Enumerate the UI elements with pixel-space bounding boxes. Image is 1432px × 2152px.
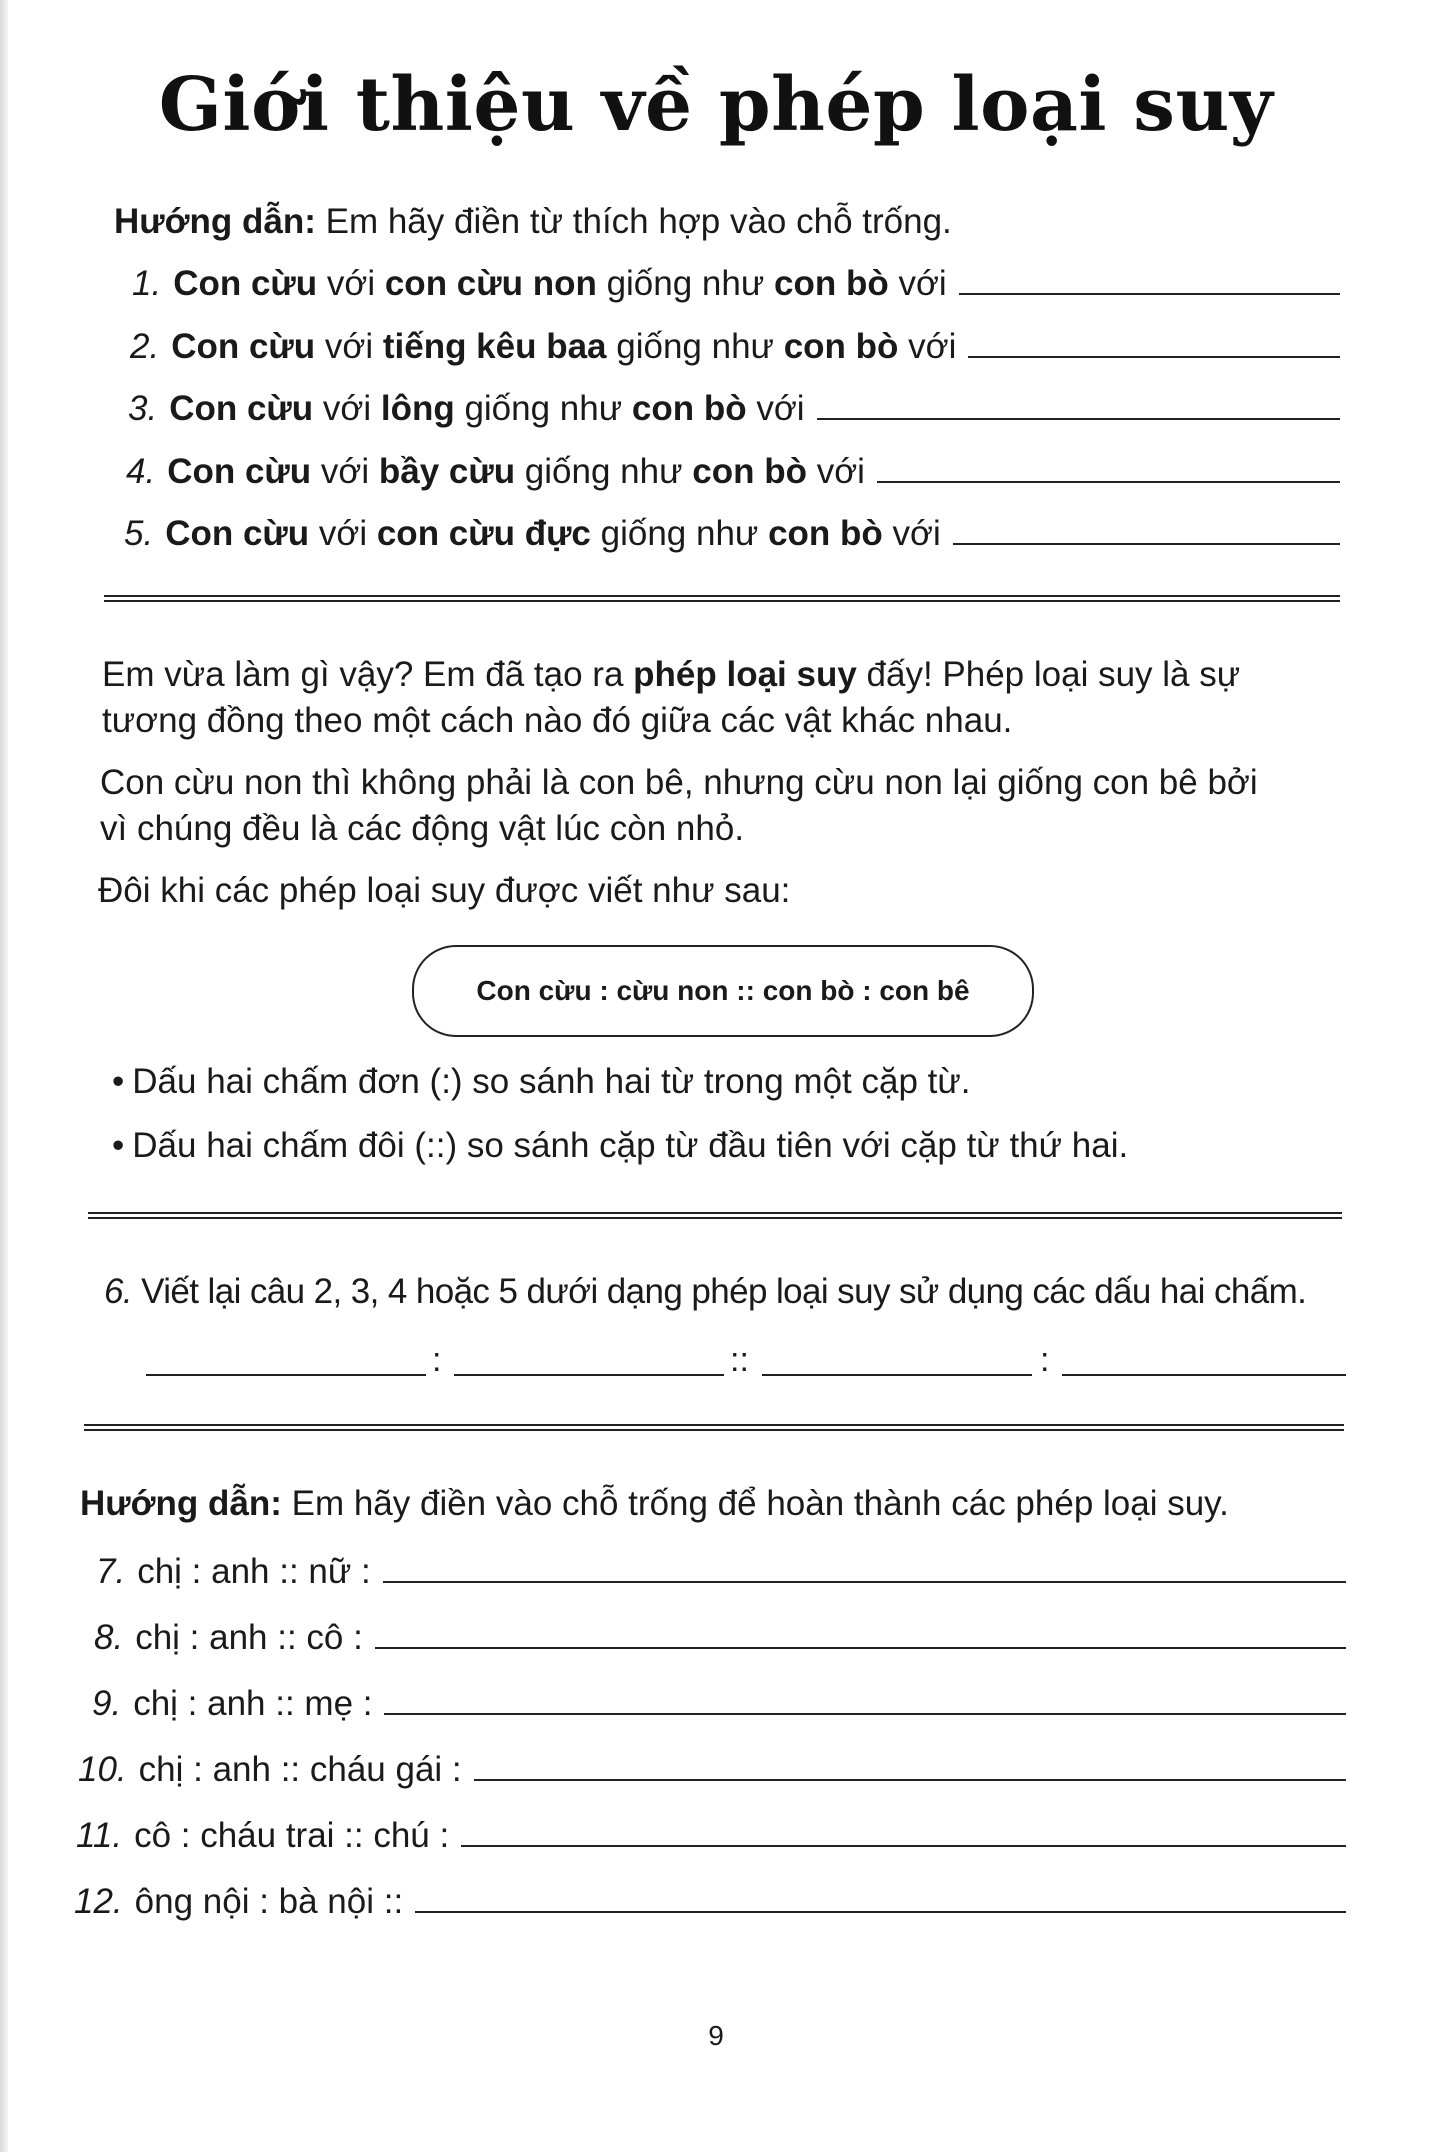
explanation-paragraph-2 bbox=[100, 760, 1345, 852]
question-9 bbox=[92, 1682, 1346, 1726]
term-b: tiếng kêu baa bbox=[382, 327, 607, 366]
answer-blank-9[interactable] bbox=[384, 1683, 1346, 1715]
single-colon: : bbox=[1040, 1341, 1050, 1379]
instruction-label: Hướng dẫn: bbox=[80, 1484, 282, 1523]
connector: với bbox=[806, 452, 865, 491]
question-number: 7. bbox=[96, 1552, 126, 1591]
question-number: 4. bbox=[126, 452, 156, 491]
answer-blank-10[interactable] bbox=[474, 1749, 1346, 1781]
term-a: Con cừu bbox=[165, 514, 310, 553]
question-6 bbox=[104, 1270, 1306, 1314]
question-number: 9. bbox=[92, 1684, 122, 1723]
answer-blank-4[interactable] bbox=[877, 451, 1340, 483]
page-number: 9 bbox=[708, 2020, 724, 2051]
analogy-prompt: chị : anh :: mẹ : bbox=[133, 1684, 373, 1723]
connector: giống như bbox=[606, 327, 784, 366]
bullet-dot: • bbox=[112, 1126, 125, 1165]
analogy-prompt: chị : anh :: cháu gái : bbox=[138, 1750, 462, 1789]
connector: giống như bbox=[454, 389, 632, 428]
text: tương đồng theo một cách nào đó giữa các vật khác nhau. bbox=[102, 701, 1013, 740]
section-divider bbox=[84, 1424, 1344, 1431]
term-a: Con cừu bbox=[169, 389, 314, 428]
question-8 bbox=[94, 1616, 1346, 1660]
connector: với bbox=[746, 389, 805, 428]
question-number: 11. bbox=[76, 1816, 123, 1855]
term-a: Con cừu bbox=[173, 264, 318, 303]
answer-blank-6c[interactable] bbox=[762, 1374, 1032, 1376]
question-number: 1. bbox=[132, 264, 162, 303]
answer-blank-12[interactable] bbox=[415, 1881, 1346, 1913]
question-number: 8. bbox=[94, 1618, 124, 1657]
question-number: 10. bbox=[78, 1750, 127, 1789]
answer-blank-6d[interactable] bbox=[1062, 1374, 1346, 1376]
term-a: Con cừu bbox=[167, 452, 312, 491]
question-number: 3. bbox=[128, 389, 158, 428]
instruction-label: Hướng dẫn: bbox=[114, 202, 316, 241]
instruction-1 bbox=[114, 200, 952, 244]
key-term: phép loại suy bbox=[633, 655, 857, 694]
bullet-dot: • bbox=[112, 1062, 125, 1101]
question-text: Viết lại câu 2, 3, 4 hoặc 5 dưới dạng phép loại suy sử dụng các dấu hai chấm. bbox=[132, 1272, 1307, 1311]
term-c: con bò bbox=[783, 327, 899, 366]
question-1 bbox=[132, 262, 1340, 306]
question-12 bbox=[74, 1880, 1346, 1924]
analogy-prompt: chị : anh :: nữ : bbox=[137, 1552, 371, 1591]
answer-blank-3[interactable] bbox=[817, 388, 1340, 420]
question-3 bbox=[128, 387, 1340, 431]
answer-blank-1[interactable] bbox=[959, 263, 1340, 295]
answer-blank-6b[interactable] bbox=[454, 1374, 724, 1376]
question-number: 12. bbox=[74, 1882, 123, 1921]
question-5 bbox=[124, 512, 1340, 556]
section-divider bbox=[104, 595, 1340, 602]
term-c: con bò bbox=[631, 389, 747, 428]
question-7 bbox=[96, 1550, 1346, 1594]
connector: với bbox=[315, 327, 383, 366]
question-11 bbox=[76, 1814, 1346, 1858]
section-divider bbox=[88, 1212, 1342, 1219]
example-analogy-box: Con cừu : cừu non :: con bò : con bê bbox=[412, 945, 1034, 1037]
single-colon: : bbox=[432, 1341, 442, 1379]
question-number: 5. bbox=[124, 514, 154, 553]
answer-blank-5[interactable] bbox=[953, 513, 1340, 545]
connector: với bbox=[882, 514, 941, 553]
instruction-text: Em hãy điền từ thích hợp vào chỗ trống. bbox=[315, 202, 952, 241]
answer-blank-11[interactable] bbox=[461, 1815, 1346, 1847]
text: đấy! Phép loại suy là sự bbox=[856, 655, 1241, 694]
instruction-2 bbox=[80, 1482, 1229, 1526]
connector: với bbox=[888, 264, 947, 303]
connector: giống như bbox=[596, 264, 775, 303]
bullet-text: Dấu hai chấm đôi (::) so sánh cặp từ đầu tiên với cặp từ thứ hai. bbox=[132, 1126, 1129, 1165]
question-number: 2. bbox=[130, 327, 160, 366]
text: Con cừu non thì không phải là con bê, nhưng cừu non lại giống con bê bởi bbox=[100, 763, 1258, 802]
answer-blank-8[interactable] bbox=[375, 1617, 1346, 1649]
connector: với bbox=[309, 514, 377, 553]
analogy-prompt: cô : cháu trai :: chú : bbox=[134, 1816, 450, 1855]
term-b: lông bbox=[380, 389, 455, 428]
question-2 bbox=[130, 325, 1340, 369]
bullet-item-1 bbox=[112, 1060, 971, 1104]
term-b: con cừu non bbox=[384, 264, 597, 303]
double-colon: :: bbox=[730, 1341, 749, 1379]
connector: giống như bbox=[515, 452, 693, 491]
analogy-answer-row bbox=[146, 1340, 1346, 1380]
instruction-text: Em hãy điền vào chỗ trống để hoàn thành các phép loại suy. bbox=[281, 1484, 1229, 1523]
term-b: bầy cừu bbox=[378, 452, 516, 491]
connector: với bbox=[317, 264, 385, 303]
page-spine-shadow bbox=[0, 0, 8, 2152]
question-10 bbox=[78, 1748, 1346, 1792]
explanation-paragraph-1 bbox=[102, 652, 1342, 744]
term-c: con bò bbox=[774, 264, 889, 303]
page-title: Giới thiệu về phép loại suy bbox=[158, 62, 1274, 148]
question-number: 6. bbox=[104, 1272, 132, 1311]
analogy-prompt: ông nội : bà nội :: bbox=[134, 1882, 404, 1921]
term-a: Con cừu bbox=[171, 327, 316, 366]
connector: giống như bbox=[590, 514, 769, 553]
bullet-text: Dấu hai chấm đơn (:) so sánh hai từ trong một cặp từ. bbox=[132, 1062, 971, 1101]
connector: với bbox=[311, 452, 379, 491]
term-c: con bò bbox=[768, 514, 883, 553]
bullet-item-2 bbox=[112, 1124, 1128, 1168]
question-4 bbox=[126, 450, 1340, 494]
answer-blank-7[interactable] bbox=[383, 1551, 1346, 1583]
explanation-paragraph-3: Đôi khi các phép loại suy được viết như sau: bbox=[98, 871, 791, 910]
answer-blank-6a[interactable] bbox=[146, 1374, 426, 1376]
term-c: con bò bbox=[692, 452, 807, 491]
connector: với bbox=[898, 327, 957, 366]
term-b: con cừu đực bbox=[376, 514, 591, 553]
text: vì chúng đều là các động vật lúc còn nhỏ. bbox=[100, 809, 745, 848]
connector: với bbox=[313, 389, 381, 428]
text: Em vừa làm gì vậy? Em đã tạo ra bbox=[102, 655, 634, 694]
answer-blank-2[interactable] bbox=[968, 326, 1340, 358]
analogy-prompt: chị : anh :: cô : bbox=[135, 1618, 363, 1657]
